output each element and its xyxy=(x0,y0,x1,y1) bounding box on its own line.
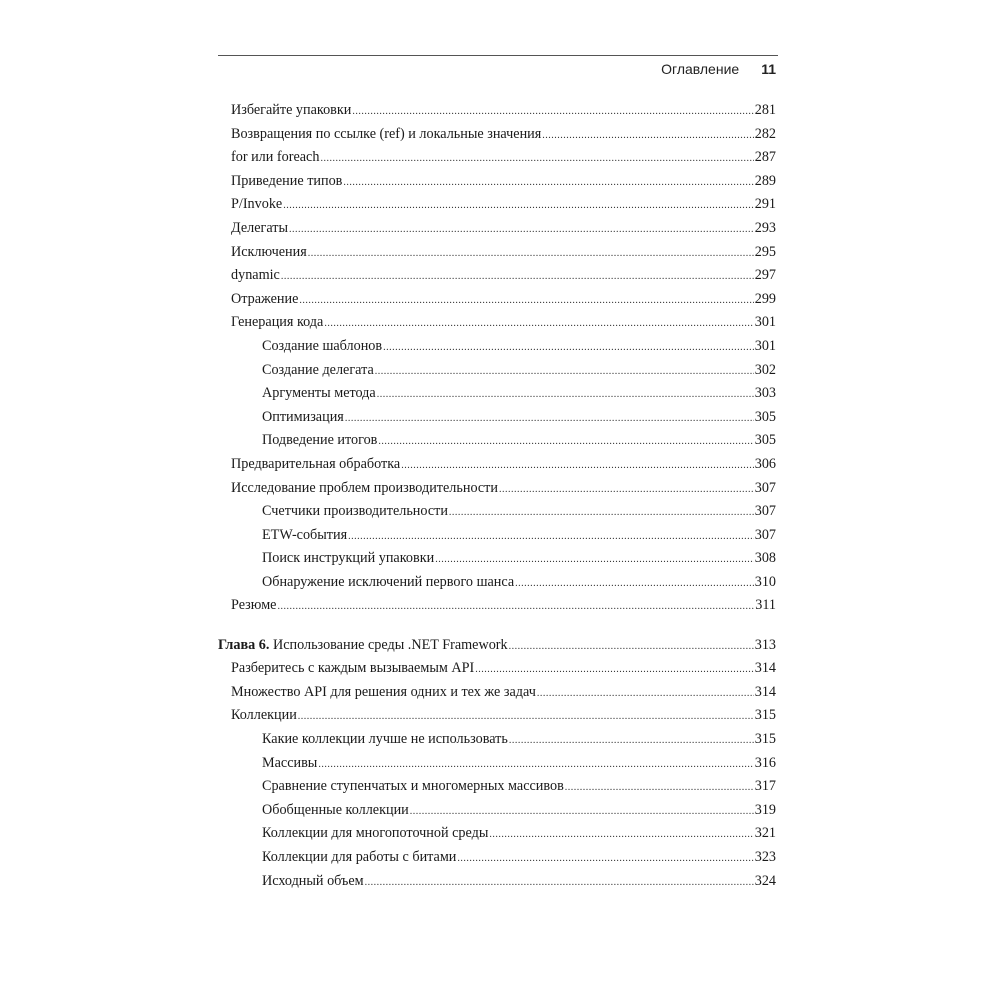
dot-leader xyxy=(298,711,754,722)
toc-entry[interactable] xyxy=(218,149,776,173)
dot-leader xyxy=(365,877,754,888)
toc-entry-title: Аргументы метода xyxy=(262,385,376,402)
dot-leader xyxy=(475,664,753,675)
toc-entry-page: 311 xyxy=(755,597,776,614)
toc-entry[interactable] xyxy=(218,550,776,574)
dot-leader xyxy=(457,853,753,864)
dot-leader xyxy=(289,224,754,235)
dot-leader xyxy=(499,484,754,495)
dot-leader xyxy=(410,806,754,817)
toc-entry-page: 308 xyxy=(754,550,776,567)
toc-entry-page: 282 xyxy=(754,125,776,142)
dot-leader xyxy=(401,460,754,471)
toc-entry-page: 302 xyxy=(754,361,776,378)
toc-entry-page: 307 xyxy=(754,479,776,496)
dot-leader xyxy=(308,248,754,259)
toc-entry[interactable] xyxy=(218,660,776,684)
dot-leader xyxy=(383,342,754,353)
toc-entry-page: 316 xyxy=(754,754,776,771)
toc-entry[interactable] xyxy=(218,196,776,220)
toc-entry[interactable] xyxy=(218,597,776,621)
dot-leader xyxy=(318,759,753,770)
toc-entry-title: Разберитесь с каждым вызываемым API xyxy=(231,660,475,677)
toc-entry[interactable] xyxy=(218,291,776,315)
toc-entry-page: 307 xyxy=(754,526,776,543)
toc-entry[interactable] xyxy=(218,126,776,150)
toc-entry-title: Какие коллекции лучше не использовать xyxy=(262,730,508,747)
toc-entry[interactable] xyxy=(218,102,776,126)
toc-entry-page: 313 xyxy=(754,636,776,653)
toc-entry[interactable] xyxy=(218,778,776,802)
toc-entry-title: Создание шаблонов xyxy=(262,337,383,354)
toc-entry-title: Исходный объем xyxy=(262,872,364,889)
toc-entry[interactable] xyxy=(218,731,776,755)
toc-entry[interactable] xyxy=(218,362,776,386)
toc-entry-title: Возвращения по ссылке (ref) и локальные значения xyxy=(231,125,542,142)
toc-entry-page: 307 xyxy=(754,503,776,520)
toc-entry[interactable] xyxy=(218,432,776,456)
toc-entry-title: Обнаружение исключений первого шанса xyxy=(262,573,515,590)
toc-entry-page: 305 xyxy=(754,408,776,425)
toc-entry[interactable] xyxy=(218,244,776,268)
toc-entry-title: for или foreach xyxy=(231,149,320,166)
toc-entry-page: 314 xyxy=(754,683,776,700)
dot-leader xyxy=(542,130,753,141)
toc-entry-title: ETW-события xyxy=(262,526,348,543)
chapter-prefix: Глава 6. xyxy=(218,636,270,653)
dot-leader xyxy=(352,106,753,117)
toc-chapter-entry[interactable] xyxy=(218,637,776,661)
toc-entry-title: Поиск инструкций упаковки xyxy=(262,550,435,567)
toc-entry[interactable] xyxy=(218,849,776,873)
toc-entry[interactable] xyxy=(218,755,776,779)
toc-entry-title: dynamic xyxy=(231,267,280,284)
toc-entry[interactable] xyxy=(218,503,776,527)
toc-entry-title: P/Invoke xyxy=(231,196,283,213)
toc-entry-page: 289 xyxy=(754,172,776,189)
toc-entry[interactable] xyxy=(218,314,776,338)
toc-entry[interactable] xyxy=(218,527,776,551)
toc-entry[interactable] xyxy=(218,574,776,598)
toc-entry-page: 321 xyxy=(754,825,776,842)
toc-entry-page: 303 xyxy=(754,385,776,402)
toc-entry[interactable] xyxy=(218,409,776,433)
toc-entry-title: Исследование проблем производительности xyxy=(231,479,498,496)
toc-entry-title: Приведение типов xyxy=(231,172,343,189)
toc-entry[interactable] xyxy=(218,684,776,708)
toc-entry-page: 301 xyxy=(754,337,776,354)
toc-entry-title: Избегайте упаковки xyxy=(231,102,352,118)
dot-leader xyxy=(435,554,754,565)
toc-entry-page: 293 xyxy=(754,219,776,236)
toc-entry[interactable] xyxy=(218,267,776,291)
toc-entry-page: 291 xyxy=(754,196,776,213)
toc-entry-title: Предварительная обработка xyxy=(231,455,401,472)
dot-leader xyxy=(345,413,754,424)
toc-entry-title: Коллекции для многопоточной среды xyxy=(262,825,489,842)
toc-entry-title: Множество API для решения одних и тех же задач xyxy=(231,683,536,700)
toc-entry[interactable] xyxy=(218,385,776,409)
running-header xyxy=(661,61,776,77)
dot-leader xyxy=(348,531,754,542)
table-of-contents xyxy=(218,102,776,896)
toc-entry-title: Исключения xyxy=(231,243,307,260)
header-rule xyxy=(218,55,778,56)
toc-entry-title: Отражение xyxy=(231,290,299,307)
running-header-title: Оглавление xyxy=(661,61,740,77)
dot-leader xyxy=(509,735,754,746)
toc-entry-page: 319 xyxy=(754,801,776,818)
toc-entry-title: Оптимизация xyxy=(262,408,344,425)
toc-entry-page: 314 xyxy=(754,660,776,677)
toc-entry[interactable] xyxy=(218,456,776,480)
toc-entry-page: 310 xyxy=(754,573,776,590)
toc-entry-page: 299 xyxy=(754,290,776,307)
toc-entry-title: Подведение итогов xyxy=(262,432,378,449)
toc-entry-title: Счетчики производительности xyxy=(262,503,448,520)
toc-entry-title: Сравнение ступенчатых и многомерных массивов xyxy=(262,778,564,795)
dot-leader xyxy=(375,366,754,377)
toc-entry-page: 317 xyxy=(754,778,776,795)
page-number: 11 xyxy=(761,61,776,77)
dot-leader xyxy=(537,688,754,699)
toc-entry-page: 297 xyxy=(754,267,776,284)
toc-entry-title: Генерация кода xyxy=(231,314,324,331)
toc-entry-page: 315 xyxy=(754,707,776,724)
dot-leader xyxy=(281,271,754,282)
toc-entry-page: 323 xyxy=(754,848,776,865)
toc-entry-title: Использование среды .NET Framework xyxy=(272,636,508,653)
toc-entry[interactable] xyxy=(218,802,776,826)
toc-entry-title: Резюме xyxy=(231,597,277,614)
toc-entry[interactable] xyxy=(218,338,776,362)
toc-entry-page: 324 xyxy=(754,872,776,889)
toc-entry-page: 305 xyxy=(754,432,776,449)
dot-leader xyxy=(377,389,754,400)
dot-leader xyxy=(320,153,753,164)
toc-entry[interactable] xyxy=(218,173,776,197)
dot-leader xyxy=(283,200,753,211)
toc-entry-page: 315 xyxy=(754,730,776,747)
toc-entry-page: 295 xyxy=(754,243,776,260)
dot-leader xyxy=(378,436,753,447)
toc-entry[interactable] xyxy=(218,873,776,897)
dot-leader xyxy=(565,782,754,793)
toc-entry[interactable] xyxy=(218,220,776,244)
dot-leader xyxy=(515,578,754,589)
toc-entry-title: Коллекции для работы с битами xyxy=(262,848,457,865)
toc-entry[interactable] xyxy=(218,825,776,849)
toc-entry-page: 287 xyxy=(754,149,776,166)
toc-entry-page: 301 xyxy=(754,314,776,331)
toc-entry-title: Обобщенные коллекции xyxy=(262,801,409,818)
toc-entry[interactable] xyxy=(218,707,776,731)
toc-entry-title: Массивы xyxy=(262,754,318,771)
toc-entry-page: 306 xyxy=(754,455,776,472)
toc-entry-title: Коллекции xyxy=(231,707,297,724)
toc-entry-title: Создание делегата xyxy=(262,361,374,378)
dot-leader xyxy=(343,177,753,188)
toc-entry-title: Делегаты xyxy=(231,219,289,236)
dot-leader xyxy=(509,641,754,652)
toc-entry-page: 281 xyxy=(754,102,776,118)
toc-entry[interactable] xyxy=(218,480,776,504)
dot-leader xyxy=(489,829,753,840)
dot-leader xyxy=(449,507,754,518)
dot-leader xyxy=(299,295,753,306)
dot-leader xyxy=(324,318,753,329)
dot-leader xyxy=(277,601,754,612)
